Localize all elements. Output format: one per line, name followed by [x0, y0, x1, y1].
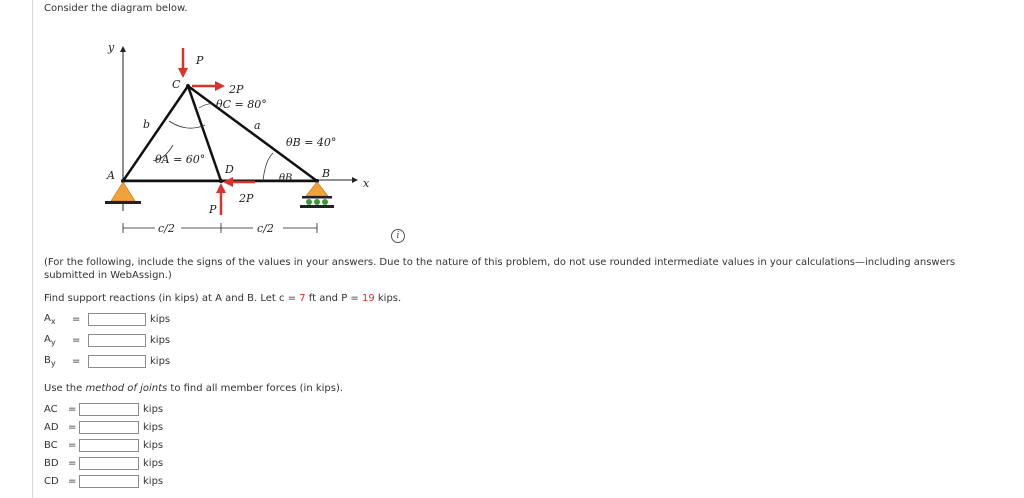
label-theta-c: θC = 80°: [216, 98, 267, 111]
unit-label: kips: [143, 457, 164, 469]
answer-input-bc[interactable]: [79, 439, 139, 452]
member-ac: [123, 86, 188, 181]
support-question-mid: ft and P =: [305, 293, 362, 304]
label-c: C: [172, 78, 181, 91]
ground-a: [105, 201, 141, 204]
answer-row-cd: [44, 474, 163, 488]
answer-label-by: $B_y$: [44, 354, 56, 368]
theta-c-leader: [199, 104, 213, 108]
roller-wheel-2: [314, 199, 320, 205]
unit-label: kips: [143, 403, 164, 415]
method-question-emphasis: method of joints: [85, 383, 168, 394]
answer-row-by: [44, 354, 170, 368]
answer-input-ax[interactable]: [88, 313, 146, 326]
answer-label-ad: AD: [44, 421, 59, 433]
answer-row-ax: [44, 312, 170, 326]
p-value: 19: [361, 293, 375, 304]
force-2p-top-head: [215, 81, 225, 91]
unit-label: kips: [150, 313, 171, 325]
answer-label-ac: AC: [44, 403, 58, 415]
info-icon[interactable]: i: [391, 229, 405, 243]
answer-row-bc: [44, 438, 163, 452]
equals-sign: =: [72, 355, 81, 367]
answer-row-ac: [44, 402, 163, 416]
answer-row-ay: [44, 333, 170, 347]
support-question-suffix: kips.: [374, 293, 402, 304]
label-p-top: P: [196, 54, 204, 67]
equals-sign: =: [68, 439, 77, 451]
roller-plate-b: [302, 196, 332, 199]
answer-input-ad[interactable]: [79, 421, 139, 434]
c-value: 7: [299, 293, 306, 304]
joint-c: [186, 84, 190, 88]
x-axis-label: x: [363, 177, 370, 190]
answer-label-cd: CD: [44, 475, 59, 487]
unit-label: kips: [150, 355, 171, 367]
answer-label-bc: BC: [44, 439, 58, 451]
method-question-prefix: Use the: [44, 383, 86, 394]
unit-label: kips: [143, 439, 164, 451]
instructions-text: (For the following, include the signs of the values in your answers. Due to the nature of this problem, do not use rounded intermediate values in your calculations—including answers submitted in WebAssign.): [44, 257, 956, 281]
force-p-bottom-head: [216, 183, 226, 193]
support-question: [44, 293, 401, 304]
label-p-bottom: P: [209, 203, 217, 216]
answer-input-ac[interactable]: [79, 403, 139, 416]
answer-input-by[interactable]: [88, 355, 146, 368]
label-c-right: c/2: [257, 222, 274, 235]
answer-row-ad: [44, 420, 163, 434]
roller-wheel-3: [322, 199, 328, 205]
answer-row-bd: [44, 456, 163, 470]
answer-input-cd[interactable]: [79, 475, 139, 488]
angle-arc-b: [263, 153, 273, 181]
label-2p-top: 2P: [229, 83, 244, 96]
label-d: D: [225, 163, 234, 176]
label-theta-a: θA = 60°: [155, 153, 206, 166]
unit-label: kips: [143, 475, 164, 487]
force-p-top-head: [178, 68, 188, 78]
left-border: [32, 0, 33, 498]
answer-input-bd[interactable]: [79, 457, 139, 470]
answer-label-bd: BD: [44, 457, 59, 469]
answer-label-ay: $A_y$: [44, 333, 56, 347]
intro-text: Consider the diagram below.: [44, 3, 188, 14]
equals-sign: =: [68, 475, 77, 487]
answer-input-ay[interactable]: [88, 334, 146, 347]
unit-label: kips: [143, 421, 164, 433]
label-b-member: b: [143, 118, 151, 131]
roller-support-b: [306, 182, 328, 196]
method-question-suffix: to find all member forces (in kips).: [167, 383, 344, 394]
support-question-prefix: Find support reactions (in kips) at A and B. Let c =: [44, 293, 300, 304]
label-2p-bottom: 2P: [239, 192, 254, 205]
equals-sign: =: [68, 457, 77, 469]
label-a: A: [107, 169, 115, 182]
equals-sign: =: [68, 421, 77, 433]
unit-label: kips: [150, 334, 171, 346]
equals-sign: =: [68, 403, 77, 415]
equals-sign: =: [72, 334, 81, 346]
label-b: B: [322, 167, 331, 180]
roller-wheel-1: [306, 199, 312, 205]
label-c-left: c/2: [158, 222, 175, 235]
pin-support-a: [111, 182, 135, 201]
equals-sign: =: [72, 313, 81, 325]
answer-label-ax: $A_x$: [44, 312, 56, 326]
label-theta-b: θB = 40°: [286, 136, 337, 149]
ground-b: [300, 205, 334, 208]
label-a-member: a: [254, 119, 261, 132]
force-2p-bottom-head: [223, 177, 233, 187]
y-axis-label: y: [108, 41, 115, 54]
method-question: [44, 383, 343, 394]
label-theta-b-small: θB: [279, 173, 293, 184]
joint-d: [219, 179, 223, 183]
truss-diagram: [95, 33, 385, 243]
